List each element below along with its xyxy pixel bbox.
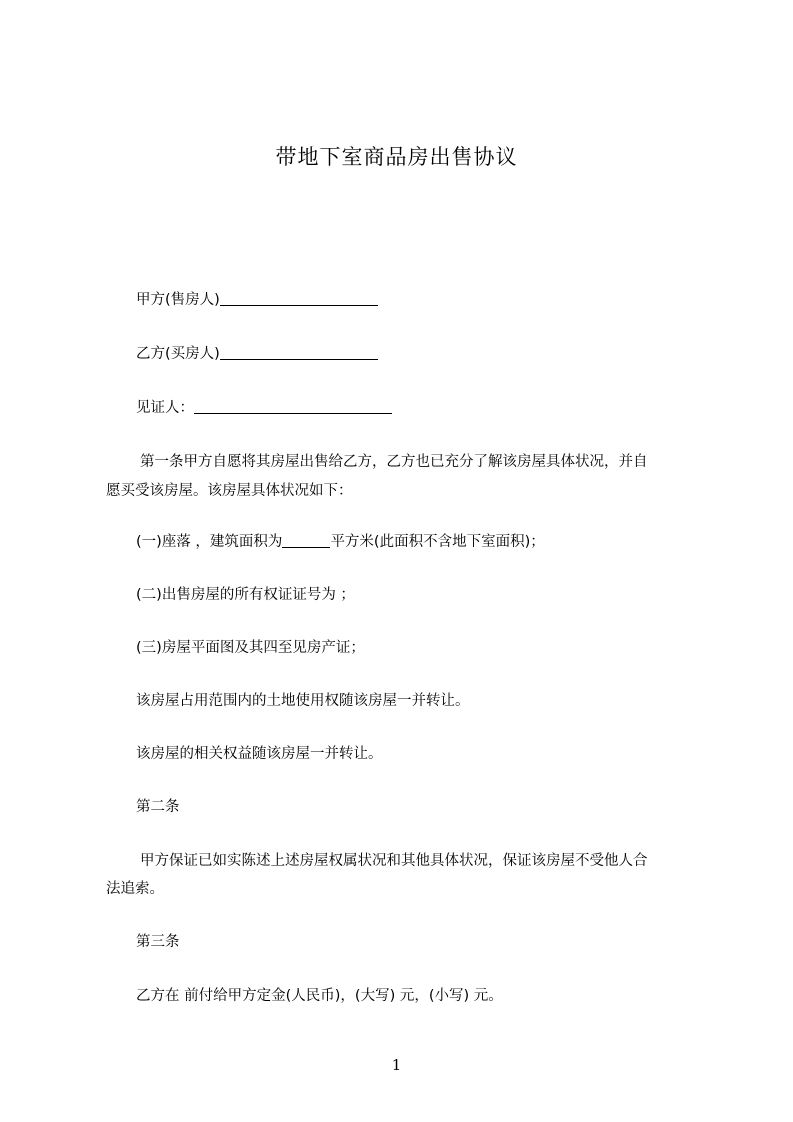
- area-blank: [282, 532, 330, 548]
- party-a-blank: [220, 290, 378, 306]
- item1-line: [106, 532, 736, 552]
- party-b-label: 乙方(买房人): [136, 346, 220, 362]
- page-number: 1: [391, 1056, 402, 1074]
- party-a-line: [106, 290, 736, 310]
- party-b-blank: [220, 344, 378, 360]
- witness-line: [106, 398, 736, 418]
- page-title: 带地下室商品房出售协议: [275, 145, 518, 169]
- witness-blank: [194, 398, 392, 414]
- article2-text-line2: 法追索。: [106, 881, 164, 897]
- item1-suffix: 平方米(此面积不含地下室面积)；: [330, 534, 545, 550]
- item3-line: (三)房屋平面图及其四至见房产证；: [136, 640, 365, 656]
- article1-text-line2: 愿买受该房屋。该房屋具体状况如下：: [106, 483, 353, 499]
- item1-prefix: (一)座落 ，建筑面积为: [136, 534, 283, 550]
- article2-heading: 第二条: [136, 799, 180, 815]
- article3-heading: 第三条: [136, 934, 180, 950]
- witness-label: 见证人：: [136, 400, 194, 416]
- rights-clause: 该房屋的相关权益随该房屋一并转让。: [136, 746, 383, 762]
- land-clause: 该房屋占用范围内的土地使用权随该房屋一并转让。: [136, 693, 470, 709]
- article2-text-line1: 甲方保证已如实陈述上述房屋权属状况和其他具体状况，保证该房屋不受他人合: [140, 853, 648, 869]
- party-b-line: [106, 344, 736, 364]
- article3-text-line1: 乙方在 前付给甲方定金(人民币)，(大写) 元，(小写) 元。: [136, 988, 503, 1004]
- article1-text-line1: 第一条甲方自愿将其房屋出售给乙方，乙方也已充分了解该房屋具体状况，并自: [140, 454, 648, 470]
- party-a-label: 甲方(售房人): [136, 292, 220, 308]
- item2-line: (二)出售房屋的所有权证证号为 ；: [136, 587, 355, 603]
